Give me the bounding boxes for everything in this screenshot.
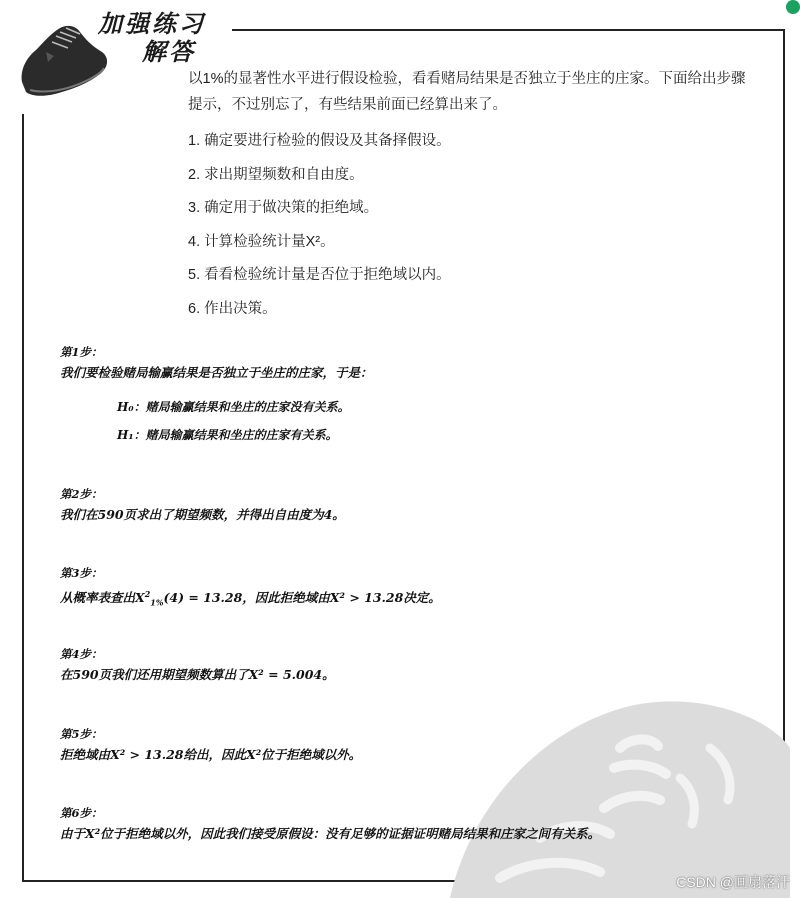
step-item: 1. 确定要进行检验的假设及其备择假设。 [188, 133, 451, 149]
stamp-watermark-icon [430, 688, 790, 898]
step-item: 4. 计算检验统计量Χ²。 [188, 233, 335, 250]
step-heading: 第1步： [60, 345, 103, 359]
title-line-2: 解答 [142, 37, 196, 66]
intro-line-1: 以1%的显著性水平进行假设检验，看看赌局结果是否独立于坐庄的庄家。下面给出步骤 [188, 71, 746, 87]
step-text [60, 582, 780, 615]
frame-top-border [232, 29, 785, 31]
frame-left-border [22, 114, 24, 882]
step-heading: 第4步： [60, 647, 103, 661]
csdn-watermark: CSDN @画扇落汗 [676, 874, 790, 890]
step-item: 6. 作出决策。 [188, 300, 277, 317]
intro-paragraph [188, 66, 778, 118]
step3-text-a: 从概率表查出Χ [60, 590, 145, 606]
step-heading: 第3步： [60, 566, 103, 580]
solution-step-6 [60, 804, 780, 846]
significance-subscript: 1% [150, 597, 164, 608]
solution-step-1 [60, 343, 780, 385]
intro-line-2: 提示，不过别忘了，有些结果前面已经算出来了。 [188, 97, 507, 113]
step-item: 2. 求出期望频数和自由度。 [188, 166, 364, 183]
solution-step-4 [60, 645, 780, 687]
step-heading: 第6步： [60, 806, 103, 820]
solution-step-3 [60, 564, 780, 615]
step-text: 拒绝域由Χ² > 13.28给出，因此Χ²位于拒绝域以外。 [60, 747, 362, 762]
step-item: 5. 看看检验统计量是否位于拒绝域以内。 [188, 267, 451, 283]
step-text: 我们在590页求出了期望频数，并得出自由度为4。 [60, 507, 345, 522]
step-text: 由于Χ²位于拒绝域以外，因此我们接受原假设：没有足够的证据证明赌局结果和庄家之间有关系。 [60, 826, 601, 841]
solution-step-5 [60, 725, 780, 767]
title-line-1: 加强练习 [98, 9, 206, 38]
step-heading: 第5步： [60, 727, 103, 741]
status-dot-icon [786, 0, 800, 14]
alternative-hypothesis: H₁：赌局输赢结果和坐庄的庄家有关系。 [117, 428, 338, 442]
step-item: 3. 确定用于做决策的拒绝域。 [188, 200, 379, 216]
step-text: 在590页我们还用期望频数算出了Χ² = 5.004。 [60, 667, 335, 682]
section-title [98, 10, 206, 66]
chi-square-superscript: 2 [144, 589, 151, 599]
step-list [188, 128, 451, 329]
step-heading: 第2步： [60, 487, 103, 501]
step3-text-b: (4) = 13.28，因此拒绝域由Χ² > 13.28决定。 [163, 590, 441, 606]
null-hypothesis: H₀：赌局输赢结果和坐庄的庄家没有关系。 [117, 400, 350, 414]
step-text: 我们要检验赌局输赢结果是否独立于坐庄的庄家，于是： [60, 365, 373, 380]
solution-step-2 [60, 485, 780, 527]
